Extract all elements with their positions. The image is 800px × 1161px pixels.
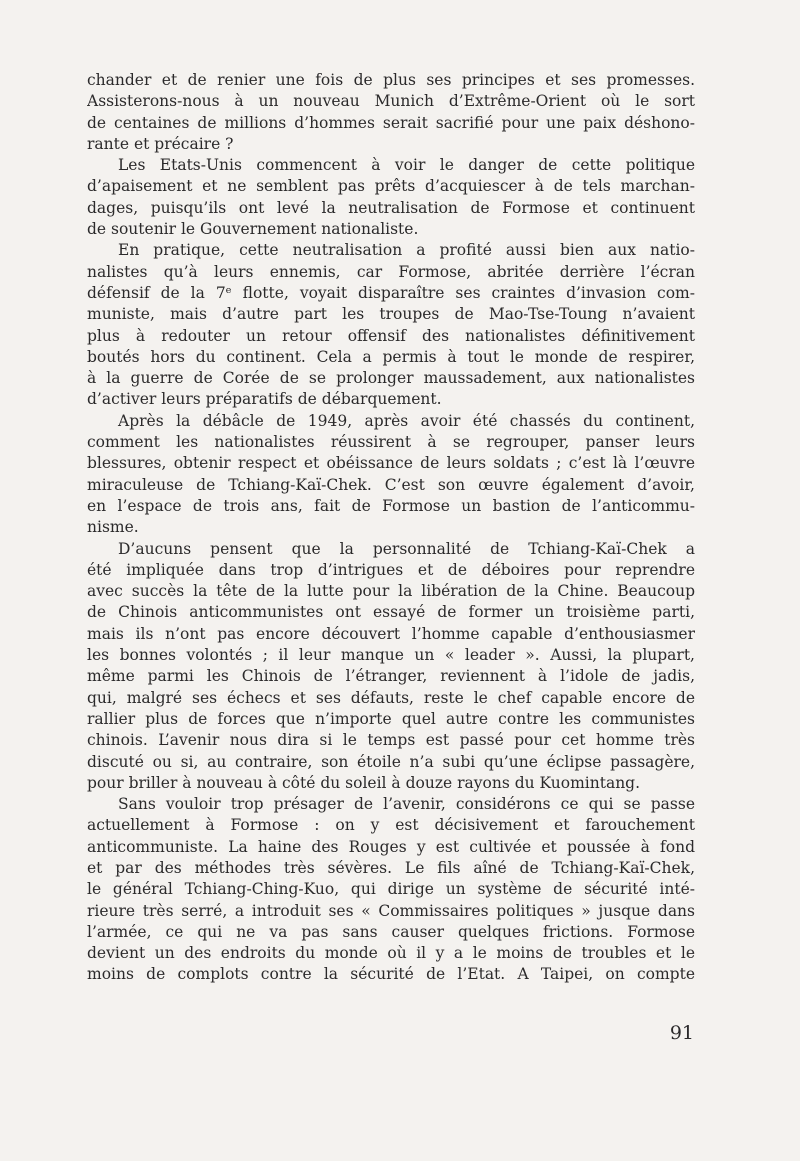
text-line: Les Etats-Unis commencent à voir le danger de cette politique <box>118 156 695 175</box>
text-line: nalistes qu’à leurs ennemis, car Formose, abritée derrière l’écran <box>87 262 695 281</box>
text-line: nisme. <box>87 518 139 537</box>
text-line: Sans vouloir trop présager de l’avenir, considérons ce qui se passe <box>118 795 695 814</box>
text-line: à la guerre de Corée de se prolonger maussadement, aux nationalistes <box>87 369 695 388</box>
text-line: Après la débâcle de 1949, après avoir été chassés du continent, <box>118 411 695 430</box>
text-line: rieure très serré, a introduit ses « Commissaires politiques » jusque dans <box>87 901 695 920</box>
text-line: mais ils n’ont pas encore découvert l’homme capable d’enthousiasmer <box>87 624 695 643</box>
text-line: d’activer leurs préparatifs de débarquement. <box>87 390 442 409</box>
text-line: blessures, obtenir respect et obéissance de leurs soldats ; c’est là l’œuvre <box>87 454 695 473</box>
text-line: et par des méthodes très sévères. Le fils aîné de Tchiang-Kaï-Chek, <box>87 858 695 877</box>
text-line: rante et précaire ? <box>87 134 234 153</box>
text-line: défensif de la 7ᵉ flotte, voyait disparaître ses craintes d’invasion com- <box>87 283 695 302</box>
paragraph <box>87 240 695 410</box>
text-line: actuellement à Formose : on y est décisivement et farouchement <box>87 816 695 835</box>
text-line: D’aucuns pensent que la personnalité de Tchiang-Kaï-Chek a <box>118 539 695 558</box>
text-line: pour briller à nouveau à côté du soleil à douze rayons du Kuomintang. <box>87 773 641 792</box>
body-text <box>87 70 695 986</box>
text-line: dages, puisqu’ils ont levé la neutralisation de Formose et continuent <box>87 198 695 217</box>
text-line: été impliquée dans trop d’intrigues et de déboires pour reprendre <box>87 560 695 579</box>
text-line: même parmi les Chinois de l’étranger, reviennent à l’idole de jadis, <box>87 667 695 686</box>
text-line: le général Tchiang-Ching-Kuo, qui dirige un système de sécurité inté- <box>87 880 695 899</box>
text-line: discuté ou si, au contraire, son étoile n’a subi qu’une éclipse passagère, <box>87 752 695 771</box>
text-line: l’armée, ce qui ne va pas sans causer quelques frictions. Formose <box>87 922 695 941</box>
text-line: d’apaisement et ne semblent pas prêts d’acquiescer à de tels marchan- <box>87 177 695 196</box>
text-line: les bonnes volontés ; il leur manque un « leader ». Aussi, la plupart, <box>87 646 695 665</box>
paragraph <box>87 794 695 986</box>
page-number: 91 <box>669 1022 694 1044</box>
paragraph <box>87 411 695 539</box>
text-line: muniste, mais d’autre part les troupes de Mao-Tse-Toung n’avaient <box>87 305 695 324</box>
text-line: plus à redouter un retour offensif des nationalistes définitivement <box>87 326 695 345</box>
text-line: de soutenir le Gouvernement nationaliste. <box>87 220 419 239</box>
text-line: devient un des endroits du monde où il y a le moins de troubles et le <box>87 944 695 963</box>
text-line: rallier plus de forces que n’importe quel autre contre les communistes <box>87 709 695 728</box>
paragraph <box>87 155 695 240</box>
paragraph <box>87 539 695 795</box>
text-line: chander et de renier une fois de plus ses principes et ses promesses. <box>87 71 695 89</box>
text-line: comment les nationalistes réussirent à se regrouper, panser leurs <box>87 433 695 452</box>
text-line: miraculeuse de Tchiang-Kaï-Chek. C’est son œuvre également d’avoir, <box>87 475 695 494</box>
text-line: En pratique, cette neutralisation a profité aussi bien aux natio- <box>118 241 695 260</box>
text-line: boutés hors du continent. Cela a permis à tout le monde de respirer, <box>87 347 695 366</box>
text-line: anticommuniste. La haine des Rouges y est cultivée et poussée à fond <box>87 837 695 856</box>
paragraph <box>87 70 695 155</box>
text-line: Assisterons-nous à un nouveau Munich d’Extrême-Orient où le sort <box>87 92 695 111</box>
text-line: de Chinois anticommunistes ont essayé de former un troisième parti, <box>87 603 695 622</box>
text-line: avec succès la tête de la lutte pour la libération de la Chine. Beaucoup <box>87 582 695 601</box>
text-line: qui, malgré ses échecs et ses défauts, reste le chef capable encore de <box>87 688 695 707</box>
text-line: de centaines de millions d’hommes serait sacrifié pour une paix déshono- <box>87 113 695 132</box>
text-line: en l’espace de trois ans, fait de Formose un bastion de l’anticommu- <box>87 496 695 515</box>
text-line: moins de complots contre la sécurité de l’Etat. A Taipei, on compte <box>87 965 695 984</box>
text-line: chinois. L’avenir nous dira si le temps est passé pour cet homme très <box>87 731 695 750</box>
